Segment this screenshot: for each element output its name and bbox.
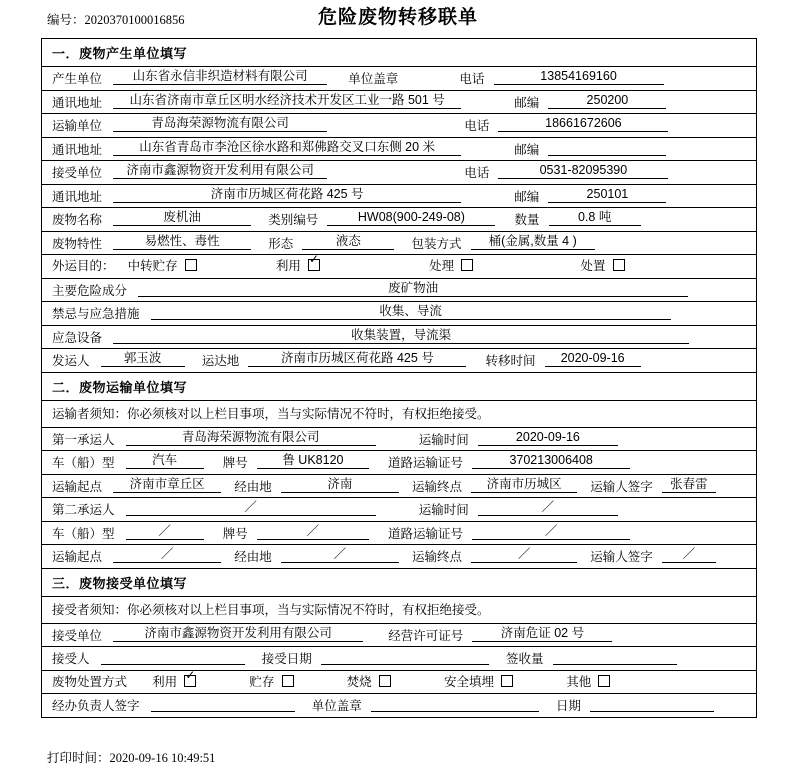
purpose-label: 外运目的：: [52, 259, 115, 273]
producer-label: 产生单位: [52, 72, 103, 86]
producer-address-value[interactable]: 山东省济南市章丘区明水经济技术开发区工业一路 501 号: [113, 91, 461, 109]
transporter-value[interactable]: 青岛海荣源物流有限公司: [113, 114, 327, 132]
row-waste-name: [42, 208, 756, 232]
license2-label: 道路运输证号: [388, 526, 464, 541]
transfer-time-label: 转移时间: [485, 354, 536, 368]
plate1-value[interactable]: 鲁 UK8120: [257, 451, 369, 469]
plate1-label: 牌号: [222, 456, 248, 470]
section-2-heading: 二．废物运输单位填写: [42, 373, 756, 401]
property-value[interactable]: 易燃性、毒性: [113, 232, 251, 250]
row-manager-signature: [42, 694, 756, 717]
origin1-label: 运输起点: [52, 479, 103, 494]
row-receiver: [42, 161, 756, 185]
row-vehicle1: [42, 451, 756, 475]
receiver-address-value[interactable]: 济南市历城区荷花路 425 号: [113, 185, 461, 203]
transporter-phone-value[interactable]: 18661672606: [498, 114, 668, 132]
document-header: [0, 0, 796, 34]
row-vehicle2: [42, 522, 756, 546]
origin1-value[interactable]: 济南市章丘区: [113, 475, 221, 493]
purpose-option-0-label: 中转贮存: [127, 259, 178, 273]
vehicle2-value[interactable]: ／: [126, 522, 204, 540]
producer-address-label: 通讯地址: [52, 95, 103, 110]
receiver-phone-label: 电话: [464, 166, 490, 180]
manager-date-label: 日期: [556, 699, 582, 713]
document-number-value: 2020370100016856: [84, 13, 185, 27]
disposal-option-3-label: 安全填埋: [443, 674, 494, 689]
manager-sign-label: 经办负责人签字: [52, 699, 140, 713]
package-label: 包装方式: [411, 236, 462, 251]
receiving-person-label: 接受人: [52, 652, 90, 666]
print-time-label: 打印时间：: [47, 751, 110, 765]
phone-value[interactable]: 13854169160: [494, 67, 664, 85]
signed-qty-label: 签收量: [506, 652, 544, 666]
carrier2-time-value[interactable]: ／: [478, 498, 618, 516]
unit-seal-value[interactable]: [371, 694, 539, 712]
destination-label: 运达地: [201, 354, 240, 368]
producer-zip-value[interactable]: 250200: [548, 91, 666, 109]
receiving-unit-value[interactable]: 济南市鑫源物资开发利用有限公司: [113, 624, 363, 642]
row-receiving-person: [42, 647, 756, 671]
purpose-option-1-checkbox[interactable]: [308, 259, 320, 271]
carrier1-time-value[interactable]: 2020-09-16: [478, 428, 618, 446]
receiver-phone-value[interactable]: 0531-82095390: [498, 161, 668, 179]
transporter-zip-value[interactable]: [548, 138, 666, 156]
producer-zip-label: 邮编: [514, 95, 540, 110]
end1-label: 运输终点: [412, 479, 463, 494]
disposal-option-0-label: 利用: [152, 674, 178, 689]
receiving-date-label: 接受日期: [261, 652, 312, 666]
end1-value[interactable]: 济南市历城区: [471, 475, 577, 493]
row-forbid-emergency: [42, 302, 756, 326]
license1-value[interactable]: 370213006408: [472, 451, 630, 469]
purpose-option-3-label: 处置: [580, 259, 606, 273]
phone-label: 电话: [459, 72, 485, 86]
page-title: 危险废物转移联单: [317, 7, 478, 28]
disposal-option-1-checkbox[interactable]: [282, 675, 294, 687]
signed-qty-value[interactable]: [553, 647, 677, 665]
plate2-label: 牌号: [222, 526, 248, 541]
row-producer-address: [42, 91, 756, 115]
property-label: 废物特性: [52, 236, 103, 251]
carrier2-label: 第二承运人: [52, 503, 115, 517]
form-frame: [41, 38, 757, 718]
seal-label: 单位盖章: [348, 72, 399, 86]
carrier1-time-label: 运输时间: [418, 432, 469, 447]
origin2-value[interactable]: ／: [113, 545, 221, 563]
vehicle2-label: 车（船）型: [52, 526, 115, 541]
transporter-label: 运输单位: [52, 119, 103, 133]
forbid-label: 禁忌与应急措施: [52, 307, 140, 321]
sender-value[interactable]: 郭玉波: [101, 349, 185, 367]
equipment-value[interactable]: 收集装置，导流渠: [113, 326, 689, 344]
section-1-heading: 一．废物产生单位填写: [42, 39, 756, 67]
via2-value[interactable]: ／: [281, 545, 399, 563]
waste-name-value[interactable]: 废机油: [113, 208, 251, 226]
print-time: [47, 748, 215, 766]
carrier1-value[interactable]: 青岛海荣源物流有限公司: [126, 428, 376, 446]
purpose-option-0-checkbox[interactable]: [185, 259, 197, 271]
via1-value[interactable]: 济南: [281, 475, 399, 493]
row-transporter-address: [42, 138, 756, 162]
equipment-label: 应急设备: [52, 330, 103, 345]
sender-label: 发运人: [52, 354, 90, 368]
row-purpose: [42, 255, 756, 279]
transfer-time-value[interactable]: 2020-09-16: [545, 349, 641, 367]
disposal-option-0-checkbox[interactable]: [184, 675, 196, 687]
row-waste-property: [42, 232, 756, 256]
permit-value[interactable]: 济南危证 02 号: [472, 624, 612, 642]
disposal-option-2-label: 焚烧: [346, 674, 372, 689]
row-route2: [42, 545, 756, 569]
vehicle1-value[interactable]: 汽车: [126, 451, 204, 469]
row-disposal-method: [42, 671, 756, 695]
purpose-option-3-checkbox[interactable]: [613, 259, 625, 271]
row-sender: [42, 349, 756, 373]
receiver-address-label: 通讯地址: [52, 189, 103, 204]
row-carrier1: [42, 428, 756, 452]
vehicle1-label: 车（船）型: [52, 456, 115, 470]
transporter-zip-label: 邮编: [514, 142, 540, 157]
plate2-value[interactable]: ／: [257, 522, 369, 540]
carrier2-time-label: 运输时间: [418, 503, 469, 517]
via2-label: 经由地: [234, 550, 272, 564]
transporter-notice: 运输者须知：你必须核对以上栏目事项，当与实际情况不符时，有权拒绝接受。: [42, 401, 756, 428]
package-value[interactable]: 桶(金属,数量 4 ): [471, 232, 595, 250]
receiver-notice: 接受者须知：你必须核对以上栏目事项，当与实际情况不符时，有权拒绝接受。: [42, 597, 756, 624]
document-number-label: 编号：: [47, 13, 85, 27]
receiver-label: 接受单位: [52, 166, 103, 180]
row-emergency-equipment: [42, 326, 756, 350]
row-route1: [42, 475, 756, 499]
receiver-zip-label: 邮编: [514, 189, 540, 204]
carrier2-value[interactable]: ／: [126, 498, 376, 516]
category-value[interactable]: HW08(900-249-08): [327, 208, 495, 226]
row-hazard-component: [42, 279, 756, 303]
sign1-value[interactable]: 张春雷: [662, 475, 716, 493]
origin2-label: 运输起点: [52, 550, 103, 564]
disposal-option-1-label: 贮存: [249, 674, 275, 689]
quantity-value[interactable]: 0.8 吨: [549, 208, 641, 226]
purpose-option-1-label: 利用: [275, 259, 301, 273]
transporter-address-value[interactable]: 山东省青岛市李沧区徐水路和郑佛路交叉口东侧 20 米: [113, 138, 461, 156]
row-receiver-address: [42, 185, 756, 209]
section-3-heading: 三．废物接受单位填写: [42, 569, 756, 597]
forbid-value[interactable]: 收集、导流: [151, 302, 671, 320]
license1-label: 道路运输证号: [388, 456, 464, 470]
unit-seal-label: 单位盖章: [311, 699, 362, 713]
disposal-option-3-checkbox[interactable]: [501, 675, 513, 687]
row-transporter: [42, 114, 756, 138]
receiving-unit-label: 接受单位: [52, 628, 103, 643]
sign1-label: 运输人签字: [590, 479, 653, 494]
category-label: 类别编号: [268, 213, 319, 227]
purpose-option-2-label: 处理: [429, 259, 455, 273]
carrier1-label: 第一承运人: [52, 432, 115, 447]
sign2-label: 运输人签字: [590, 550, 653, 564]
quantity-label: 数量: [514, 213, 540, 227]
transporter-address-label: 通讯地址: [52, 142, 103, 157]
disposal-label: 废物处置方式: [52, 674, 128, 689]
destination-value[interactable]: 济南市历城区荷花路 425 号: [248, 349, 466, 367]
purpose-option-2-checkbox[interactable]: [461, 259, 473, 271]
manager-sign-value[interactable]: [151, 694, 295, 712]
row-producer: [42, 67, 756, 91]
disposal-option-2-checkbox[interactable]: [379, 675, 391, 687]
via1-label: 经由地: [234, 479, 272, 494]
hazard-label: 主要危险成分: [52, 283, 128, 298]
form-value[interactable]: 液态: [302, 232, 394, 250]
permit-label: 经营许可证号: [388, 628, 464, 643]
transporter-phone-label: 电话: [464, 119, 490, 133]
receiving-date-value[interactable]: [321, 647, 489, 665]
receiving-person-value[interactable]: [101, 647, 245, 665]
row-carrier2: [42, 498, 756, 522]
hazard-value[interactable]: 废矿物油: [138, 279, 688, 297]
sign2-value[interactable]: ／: [662, 545, 716, 563]
manager-date-value[interactable]: [590, 694, 714, 712]
disposal-option-4-label: 其他: [566, 674, 592, 689]
waste-name-label: 废物名称: [52, 213, 103, 227]
receiver-value[interactable]: 济南市鑫源物资开发利用有限公司: [113, 161, 327, 179]
receiver-zip-value[interactable]: 250101: [548, 185, 666, 203]
disposal-option-4-checkbox[interactable]: [598, 675, 610, 687]
print-time-value: 2020-09-16 10:49:51: [109, 751, 216, 765]
license2-value[interactable]: ／: [472, 522, 630, 540]
row-receiving-unit: [42, 624, 756, 648]
end2-value[interactable]: ／: [471, 545, 577, 563]
form-label: 形态: [268, 236, 294, 251]
end2-label: 运输终点: [412, 550, 463, 564]
producer-value[interactable]: 山东省永信非织造材料有限公司: [113, 67, 327, 85]
